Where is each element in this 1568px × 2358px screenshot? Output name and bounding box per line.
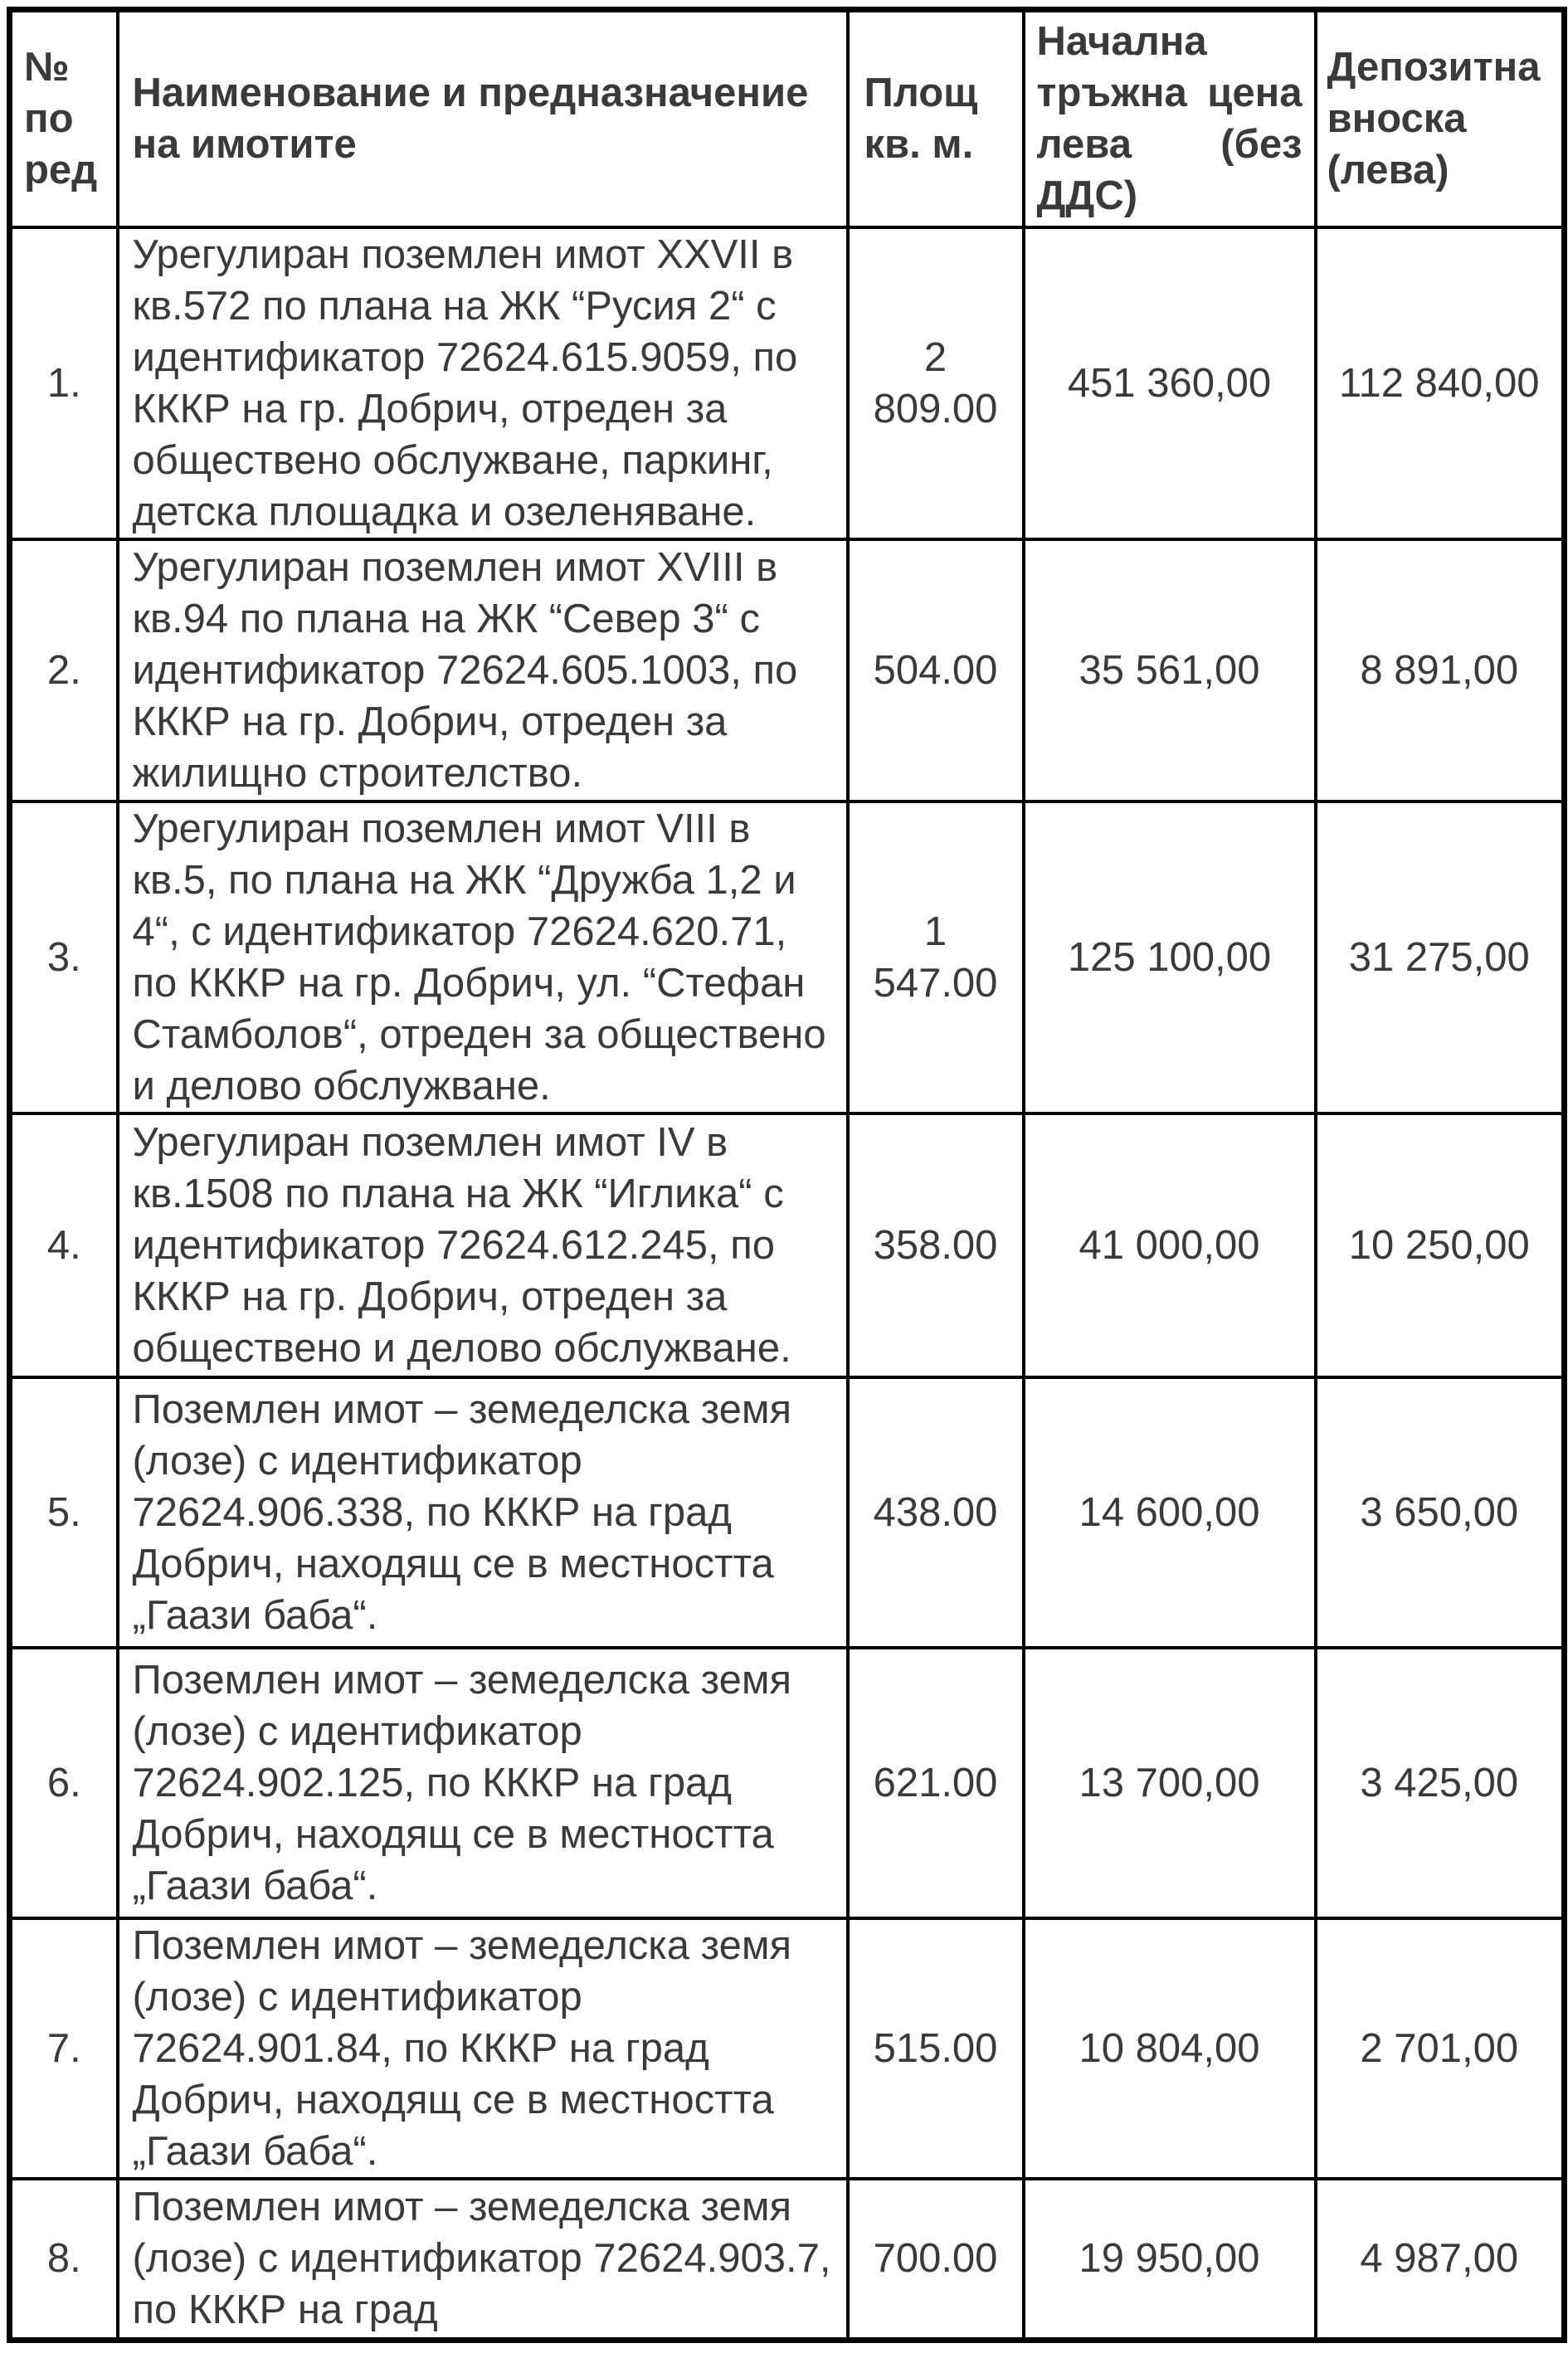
area-cell: 358.00	[848, 1113, 1024, 1377]
column-header-price: Начална тръжна цена лева (без ДДС)	[1024, 10, 1316, 227]
table-row-2	[10, 539, 1565, 801]
table-row-5	[10, 1377, 1565, 1648]
table-row-4	[10, 1113, 1565, 1377]
row-number-cell: 4.	[10, 1113, 118, 1377]
price-cell: 10 804,00	[1024, 1918, 1316, 2179]
deposit-cell: 8 891,00	[1316, 539, 1565, 801]
area-cell: 621.00	[848, 1648, 1024, 1918]
deposit-cell: 3 425,00	[1316, 1648, 1565, 1918]
description-cell: Урегулиран поземлен имот XXVII в кв.572 по плана на ЖК “Русия 2“ с идентификатор 72624.615.9059, по КККР на гр. Добрич, отреден за обществено обслужване, паркинг, детска площадка и озеленяване.	[118, 227, 848, 539]
description-cell: Поземлен имот – земеделска земя (лозе) с идентификатор 72624.901.84, по КККР на град Добрич, находящ се в местността „Гаази баба“.	[118, 1918, 848, 2179]
description-cell: Урегулиран поземлен имот VIII в кв.5, по плана на ЖК “Дружба 1,2 и 4“, с идентификатор 72624.620.71, по КККР на гр. Добрич, ул. “Стефан Стамболов“, отреден за обществено и делово обслужване.	[118, 801, 848, 1113]
price-cell: 35 561,00	[1024, 539, 1316, 801]
table-row-3	[10, 801, 1565, 1113]
price-cell: 19 950,00	[1024, 2179, 1316, 2341]
row-number-cell: 2.	[10, 539, 118, 801]
price-cell: 451 360,00	[1024, 227, 1316, 539]
deposit-cell: 112 840,00	[1316, 227, 1565, 539]
row-number-cell: 8.	[10, 2179, 118, 2341]
price-cell: 41 000,00	[1024, 1113, 1316, 1377]
row-number-cell: 3.	[10, 801, 118, 1113]
table-body	[10, 227, 1565, 2341]
description-cell: Поземлен имот – земеделска земя (лозе) с идентификатор 72624.902.125, по КККР на град Добрич, находящ се в местността „Гаази баба“.	[118, 1648, 848, 1918]
row-number-cell: 6.	[10, 1648, 118, 1918]
row-number-cell: 5.	[10, 1377, 118, 1648]
area-cell: 1 547.00	[848, 801, 1024, 1113]
description-cell: Поземлен имот – земеделска земя (лозе) с идентификатор 72624.903.7, по КККР на град	[118, 2179, 848, 2341]
deposit-cell: 4 987,00	[1316, 2179, 1565, 2341]
price-cell: 125 100,00	[1024, 801, 1316, 1113]
description-cell: Урегулиран поземлен имот IV в кв.1508 по плана на ЖК “Иглика“ с идентификатор 72624.612.245, по КККР на гр. Добрич, отреден за обществено и делово обслужване.	[118, 1113, 848, 1377]
header-row	[10, 10, 1565, 227]
table-row-7	[10, 1918, 1565, 2179]
description-cell: Урегулиран поземлен имот XVIII в кв.94 по плана на ЖК “Север 3“ с идентификатор 72624.605.1003, по КККР на гр. Добрич, отреден за жилищно строителство.	[118, 539, 848, 801]
area-cell: 515.00	[848, 1918, 1024, 2179]
description-cell: Поземлен имот – земеделска земя (лозе) с идентификатор 72624.906.338, по КККР на град Добрич, находящ се в местността „Гаази баба“.	[118, 1377, 848, 1648]
column-header-name: Наименование и предназначение на имотите	[118, 10, 848, 227]
table-row-1	[10, 227, 1565, 539]
column-header-area: Площ кв. м.	[848, 10, 1024, 227]
area-cell: 700.00	[848, 2179, 1024, 2341]
row-number-cell: 1.	[10, 227, 118, 539]
table-row-6	[10, 1648, 1565, 1918]
properties-table	[7, 7, 1567, 2343]
area-cell: 504.00	[848, 539, 1024, 801]
deposit-cell: 31 275,00	[1316, 801, 1565, 1113]
column-header-deposit: Депозитна вноска (лева)	[1316, 10, 1565, 227]
deposit-cell: 10 250,00	[1316, 1113, 1565, 1377]
deposit-cell: 3 650,00	[1316, 1377, 1565, 1648]
area-cell: 438.00	[848, 1377, 1024, 1648]
column-header-number: № по ред	[10, 10, 118, 227]
deposit-cell: 2 701,00	[1316, 1918, 1565, 2179]
row-number-cell: 7.	[10, 1918, 118, 2179]
table-header	[10, 10, 1565, 227]
table-row-8	[10, 2179, 1565, 2341]
price-cell: 14 600,00	[1024, 1377, 1316, 1648]
area-cell: 2 809.00	[848, 227, 1024, 539]
price-cell: 13 700,00	[1024, 1648, 1316, 1918]
